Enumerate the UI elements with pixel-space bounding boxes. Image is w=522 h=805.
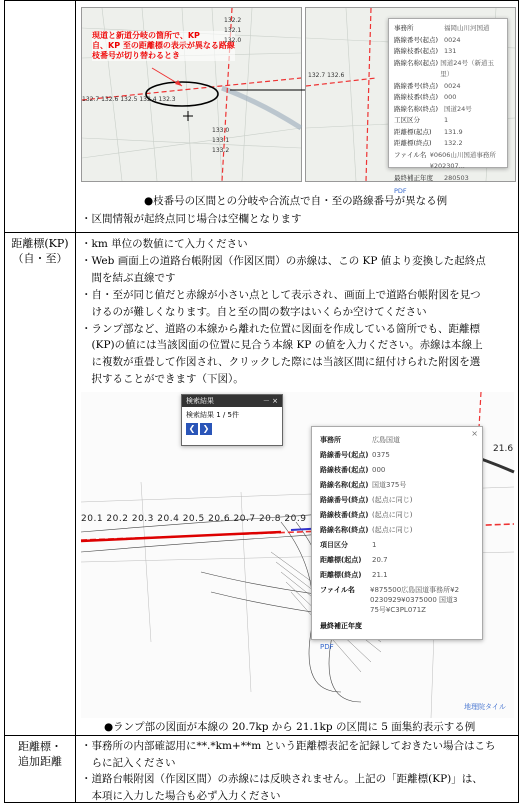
info-value: 000: [372, 466, 386, 474]
info-row: [394, 92, 502, 104]
instruction-line: ・道路台帳附図（作図区間）の赤線には反映されません。上記の「距離標(KP)」は、: [81, 773, 483, 785]
map-ramp-example: [81, 392, 514, 718]
ramp-info-popup: [311, 426, 483, 651]
info-key: 距離標(終点): [394, 139, 432, 147]
info-value: ¥0606山川国道事務所¥202307...: [429, 150, 496, 170]
info-key: 最終補正年度: [394, 173, 433, 182]
chevron-right-icon: ❯: [202, 424, 210, 433]
info-row: [320, 538, 474, 553]
map-info-example: [305, 7, 516, 195]
search-result-title: 検索結果: [186, 397, 214, 405]
route-info-popup: [388, 18, 508, 195]
info-key: 路線枝番(起点): [394, 47, 439, 55]
kp-label-row: 132.7 132.6 132.5 132.4 132.3: [82, 96, 176, 103]
info-value: 福岡山川河国道: [444, 24, 490, 32]
info-value: 0024: [444, 35, 461, 44]
info-row: [394, 58, 502, 81]
info-value: (起点に同じ): [372, 511, 413, 519]
info-key: 路線名称(起点): [320, 481, 369, 489]
instruction-line: 択することができます（下図）。: [81, 373, 244, 386]
info-value: 国道24号: [444, 104, 472, 113]
map-annotation: 現道と新道分岐の箇所で、KP 自、KP 至の距離標の表示が異なる路線 枝番号が切り替わるとき: [92, 31, 235, 60]
info-value: 1: [372, 541, 377, 549]
kp-label-column-top: 132.2 132.1 132.0: [224, 17, 242, 44]
prev-result-button[interactable]: [186, 423, 198, 435]
info-key: ファイル名: [394, 150, 427, 159]
info-key: 路線枝番(起点): [320, 466, 369, 474]
caption-ramp-example: ●ランプ部の図面が本線の 20.7kp から 21.1kp の区間に 5 面集約表示する例: [104, 721, 476, 733]
info-value: 280503: [444, 173, 469, 182]
info-key: 路線名称(終点): [394, 104, 439, 113]
info-row: [394, 138, 502, 150]
info-row: [394, 115, 502, 127]
ramp-info-rows: [320, 433, 474, 583]
pdf-link[interactable]: PDF: [394, 187, 407, 195]
info-key: 路線番号(起点): [394, 35, 439, 44]
info-value: (起点に同じ): [372, 526, 413, 534]
info-key: 事務所: [320, 436, 341, 444]
info-row: [320, 553, 474, 568]
ramp-kp-labels: 20.1 20.2 20.3 20.4 20.5 20.6 20.7 20.8 20.9: [81, 514, 307, 524]
info-value: 国道375号: [372, 481, 407, 489]
info-row: [394, 127, 502, 139]
route-info-rows: [394, 23, 502, 184]
info-row: [320, 433, 474, 448]
close-button[interactable]: ×: [272, 397, 278, 405]
kp-label-right-map: 132.7 132.6: [308, 72, 345, 79]
info-key: 路線番号(終点): [394, 81, 439, 90]
info-key: 路線番号(起点): [320, 451, 369, 459]
instruction-line: 本項に入力した場合も必ず入力ください: [81, 789, 281, 802]
info-value: 0024: [444, 81, 461, 90]
map-credit: 地理院タイル: [464, 703, 506, 711]
info-row: [394, 35, 502, 47]
info-row: [394, 46, 502, 58]
info-value: 国道24号（新道玉里）: [440, 58, 495, 78]
info-key: 事務所: [394, 24, 414, 32]
search-result-count: 検索結果 1 / 5件: [186, 411, 239, 419]
info-value: 000: [444, 93, 457, 101]
info-key: 距離標(起点): [394, 127, 432, 136]
year-row: 最終補正年度: [320, 622, 362, 630]
info-row: [320, 508, 474, 523]
row-divider-1: [4, 232, 519, 233]
chevron-left-icon: ❮: [188, 424, 196, 433]
pdf-link[interactable]: PDF: [320, 643, 334, 651]
row-header-kp: 距離標(KP) （自・至）: [11, 237, 69, 265]
kp-label-21-6: 21.6: [493, 444, 514, 454]
file-name-row: ファイル名 ¥875500広島国道事務所¥2 0230929¥0375000 国道3 75号¥C3PL071Z: [320, 586, 460, 614]
info-row: [394, 104, 502, 116]
info-key: 路線名称(終点): [320, 526, 369, 534]
info-key: 距離標(終点): [320, 571, 362, 579]
info-value: (起点に同じ): [372, 496, 413, 504]
info-key: 路線枝番(終点): [394, 93, 439, 101]
info-value: 21.1: [372, 571, 388, 579]
info-row: [320, 568, 474, 583]
info-value: 広島国道: [372, 436, 400, 444]
info-value: 1: [444, 116, 449, 124]
info-row: [394, 150, 502, 173]
close-icon[interactable]: ×: [471, 429, 478, 438]
info-value: 0375: [372, 451, 390, 459]
info-row: [320, 523, 474, 538]
info-value: 132.2: [444, 139, 463, 147]
info-row: [320, 463, 474, 478]
instruction-line: ・km 単位の数値にて入力ください: [81, 238, 248, 250]
info-row: [320, 448, 474, 463]
info-row: [394, 23, 502, 35]
info-value: 20.7: [372, 556, 388, 564]
info-value: 131: [444, 47, 457, 55]
info-key: 工区区分: [394, 116, 420, 124]
info-row: [394, 173, 502, 185]
caption-branch-example: ●枝番号の区間との分岐や合流点で自・至の路線番号が異なる例: [144, 195, 448, 207]
info-key: 路線枝番(終点): [320, 511, 369, 519]
info-key: 路線番号(終点): [320, 496, 369, 504]
instruction-line: らに記入ください: [81, 756, 176, 769]
column-divider: [75, 0, 76, 803]
search-result-popup: [181, 394, 283, 446]
minimize-button[interactable]: －: [262, 397, 270, 405]
search-result-titlebar: [182, 395, 282, 407]
info-key: 距離標(起点): [320, 556, 362, 564]
instruction-line: けるのが難しくなります。自と至の間の数字はいくらか空けてください: [81, 305, 427, 318]
instruction-line: ・事務所の内部確認用に**.*km+**m という距離標表記を記録しておきたい場合はこち: [81, 740, 496, 752]
row-divider-2: [4, 735, 519, 736]
info-key: 路線名称(起点): [394, 58, 439, 67]
info-row: [394, 81, 502, 93]
next-result-button[interactable]: [200, 423, 212, 435]
info-row: [320, 478, 474, 493]
instruction-line: ・ランプ部など、道路の本線から離れた位置に図面を作成している箇所でも、距離標: [81, 322, 480, 335]
info-value: 131.9: [444, 127, 463, 136]
instruction-line: に複数が重畳して作図され、クリックした際には当該区間に紐付けられた附図を選: [81, 356, 481, 369]
note-blank-fields: ・区間情報が起終点同じ場合は空欄となります: [81, 213, 302, 225]
instruction-line: ・自・至が同じ値だと赤線が小さい点として表示され、画面上で道路台帳附図を見つ: [81, 288, 481, 301]
info-row: [320, 493, 474, 508]
instruction-line: (KP)の値には当該図面の位置に見合う本線 KP の値を入力ください。赤線は本線上: [81, 339, 483, 352]
instruction-line: ・Web 画面上の道路台帳附図（作図区間）の赤線は、この KP 値より変換した起終点: [81, 254, 486, 267]
instruction-line: 間を結ぶ直線です: [81, 271, 176, 284]
row-header-additional-distance: 距離標・ 追加距離: [18, 740, 62, 768]
info-key: 項目区分: [320, 541, 348, 549]
kp-label-column-bottom: 133.0 133.1 133.2: [212, 127, 230, 154]
